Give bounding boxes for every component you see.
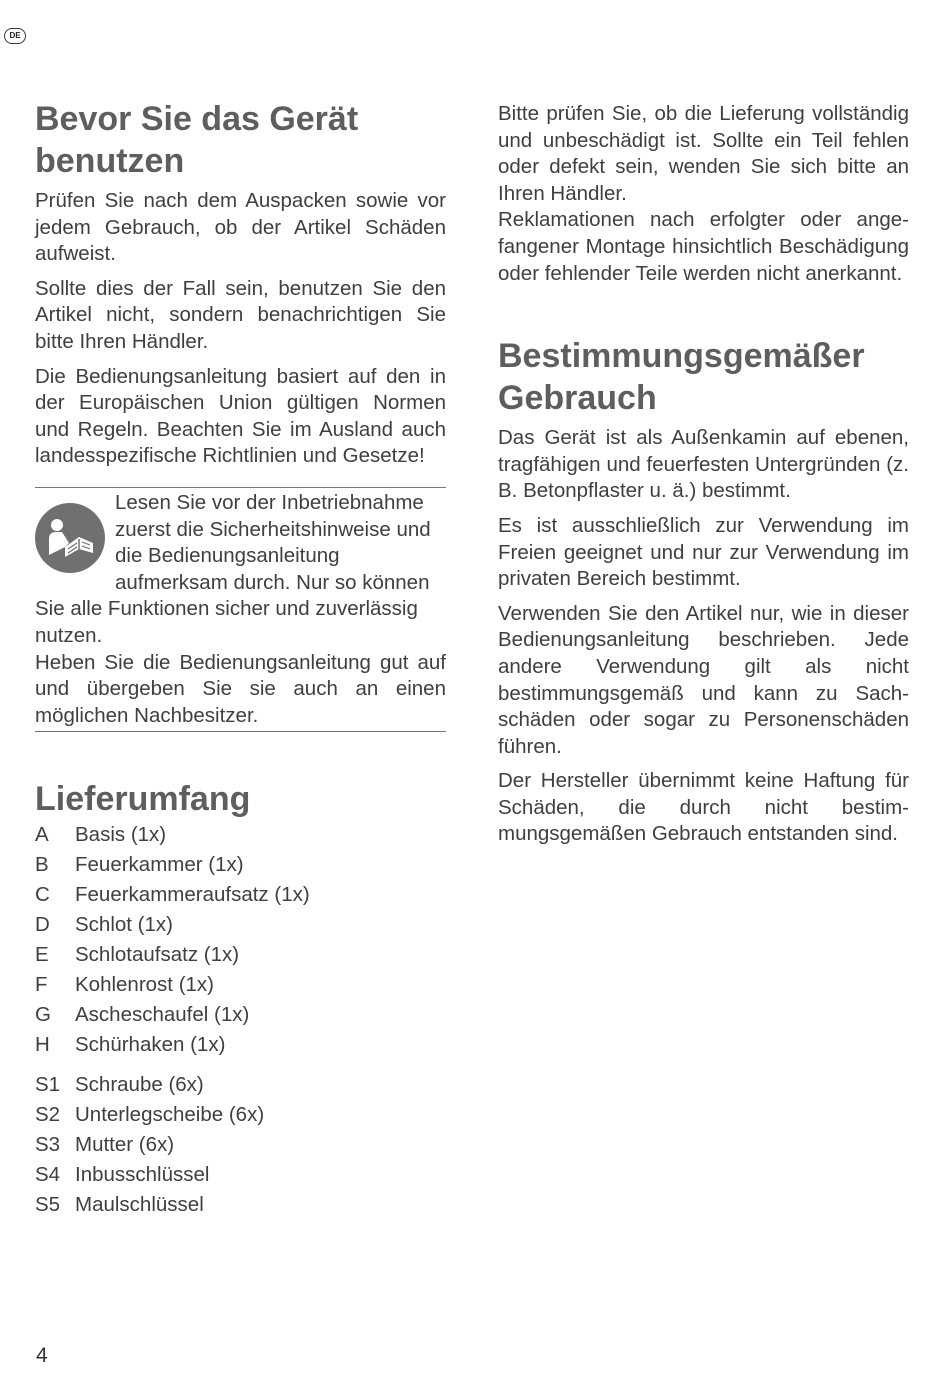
delivery-check-paragraph-1: Bitte prüfen Sie, ob die Lieferung vollständig und unbeschädigt ist. Sollte ein Teil fehlen oder defekt sein, wenden Sie sich bitte an Ihren Händler. bbox=[498, 102, 909, 205]
read-manual-icon bbox=[35, 503, 105, 573]
intended-use-paragraph-1: Das Gerät ist als Außenkamin auf ebenen, tragfähigen und feuerfesten Untergründen (z. B. Betonpflaster u. ä.) bestimmt. bbox=[498, 426, 909, 503]
list-item: S4 Inbusschlüssel bbox=[35, 1163, 210, 1187]
left-column bbox=[35, 98, 446, 1220]
language-badge: DE bbox=[4, 28, 26, 44]
right-column bbox=[498, 101, 909, 856]
intended-use-paragraph-3: Verwenden Sie den Artikel nur, wie in dieser Bedienungsanleitung beschrieben. Jede andere Verwendung gilt als nicht bestimmungsgemäß und kann zu Sachschäden oder sogar zu Personenschäden führen. bbox=[498, 601, 909, 758]
notice-text-1: Lesen Sie vor der Inbetriebnahme zuerst die Sicherheitshinweise und die Bedienungsanleitung aufmerksam durch. Nur so können Sie alle Funktionen sicher und zuverlässig nutzen. bbox=[35, 490, 431, 647]
page-number: 4 bbox=[36, 1344, 48, 1367]
scope-heading: Lieferumfang bbox=[35, 780, 251, 819]
list-item: S1 Schraube (6x) bbox=[35, 1073, 204, 1097]
before-use-paragraph-1: Prüfen Sie nach dem Auspacken sowie vor jedem Gebrauch, ob der Artikel Schäden aufweist. bbox=[35, 189, 446, 266]
intended-use-heading: Bestimmungsgemäßer Gebrauch bbox=[498, 337, 865, 418]
parts-list bbox=[35, 820, 446, 1220]
list-item: S2 Unterlegscheibe (6x) bbox=[35, 1103, 265, 1127]
list-item: G Ascheschaufel (1x) bbox=[35, 1003, 250, 1027]
list-item: E Schlotaufsatz (1x) bbox=[35, 943, 240, 967]
before-use-paragraph-3: Die Bedienungsanleitung basiert auf den in der Europäischen Union gültigen Normen und Regeln. Beachten Sie im Ausland auch landesspezifische Richtlinien und Gesetze! bbox=[35, 364, 446, 468]
list-item: H Schürhaken (1x) bbox=[35, 1033, 226, 1057]
list-item: F Kohlenrost (1x) bbox=[35, 973, 215, 997]
list-item: C Feuerkammeraufsatz (1x) bbox=[35, 883, 310, 907]
list-item: S5 Maulschlüssel bbox=[35, 1193, 204, 1217]
list-item: D Schlot (1x) bbox=[35, 913, 173, 937]
intended-use-paragraph-4: Der Hersteller übernimmt keine Haftung für Schäden, die durch nicht bestimmungsgemäßen Gebrauch entstanden sind. bbox=[498, 769, 909, 846]
list-item: B Feuerkammer (1x) bbox=[35, 853, 244, 877]
list-item: A Basis (1x) bbox=[35, 823, 167, 847]
before-use-paragraph-2: Sollte dies der Fall sein, benutzen Sie den Artikel nicht, sondern benachrichtigen Sie bitte Ihren Händler. bbox=[35, 276, 446, 353]
intended-use-paragraph-2: Es ist ausschließlich zur Verwendung im Freien geeignet und nur zur Verwendung im privaten Bereich bestimmt. bbox=[498, 513, 909, 591]
notice-text-2: Heben Sie die Bedienungsanleitung gut auf und übergeben Sie sie auch an einen möglichen Nachbesitzer. bbox=[35, 650, 446, 727]
list-item: S3 Mutter (6x) bbox=[35, 1133, 175, 1157]
read-manual-notice bbox=[35, 487, 446, 732]
delivery-check-paragraph-2: Reklamationen nach erfolgter oder angefangener Montage hinsichtlich Beschädigung oder fehlender Teile werden nicht anerkannt. bbox=[498, 208, 909, 285]
before-use-heading: Bevor Sie das Gerät benutzen bbox=[35, 100, 359, 180]
